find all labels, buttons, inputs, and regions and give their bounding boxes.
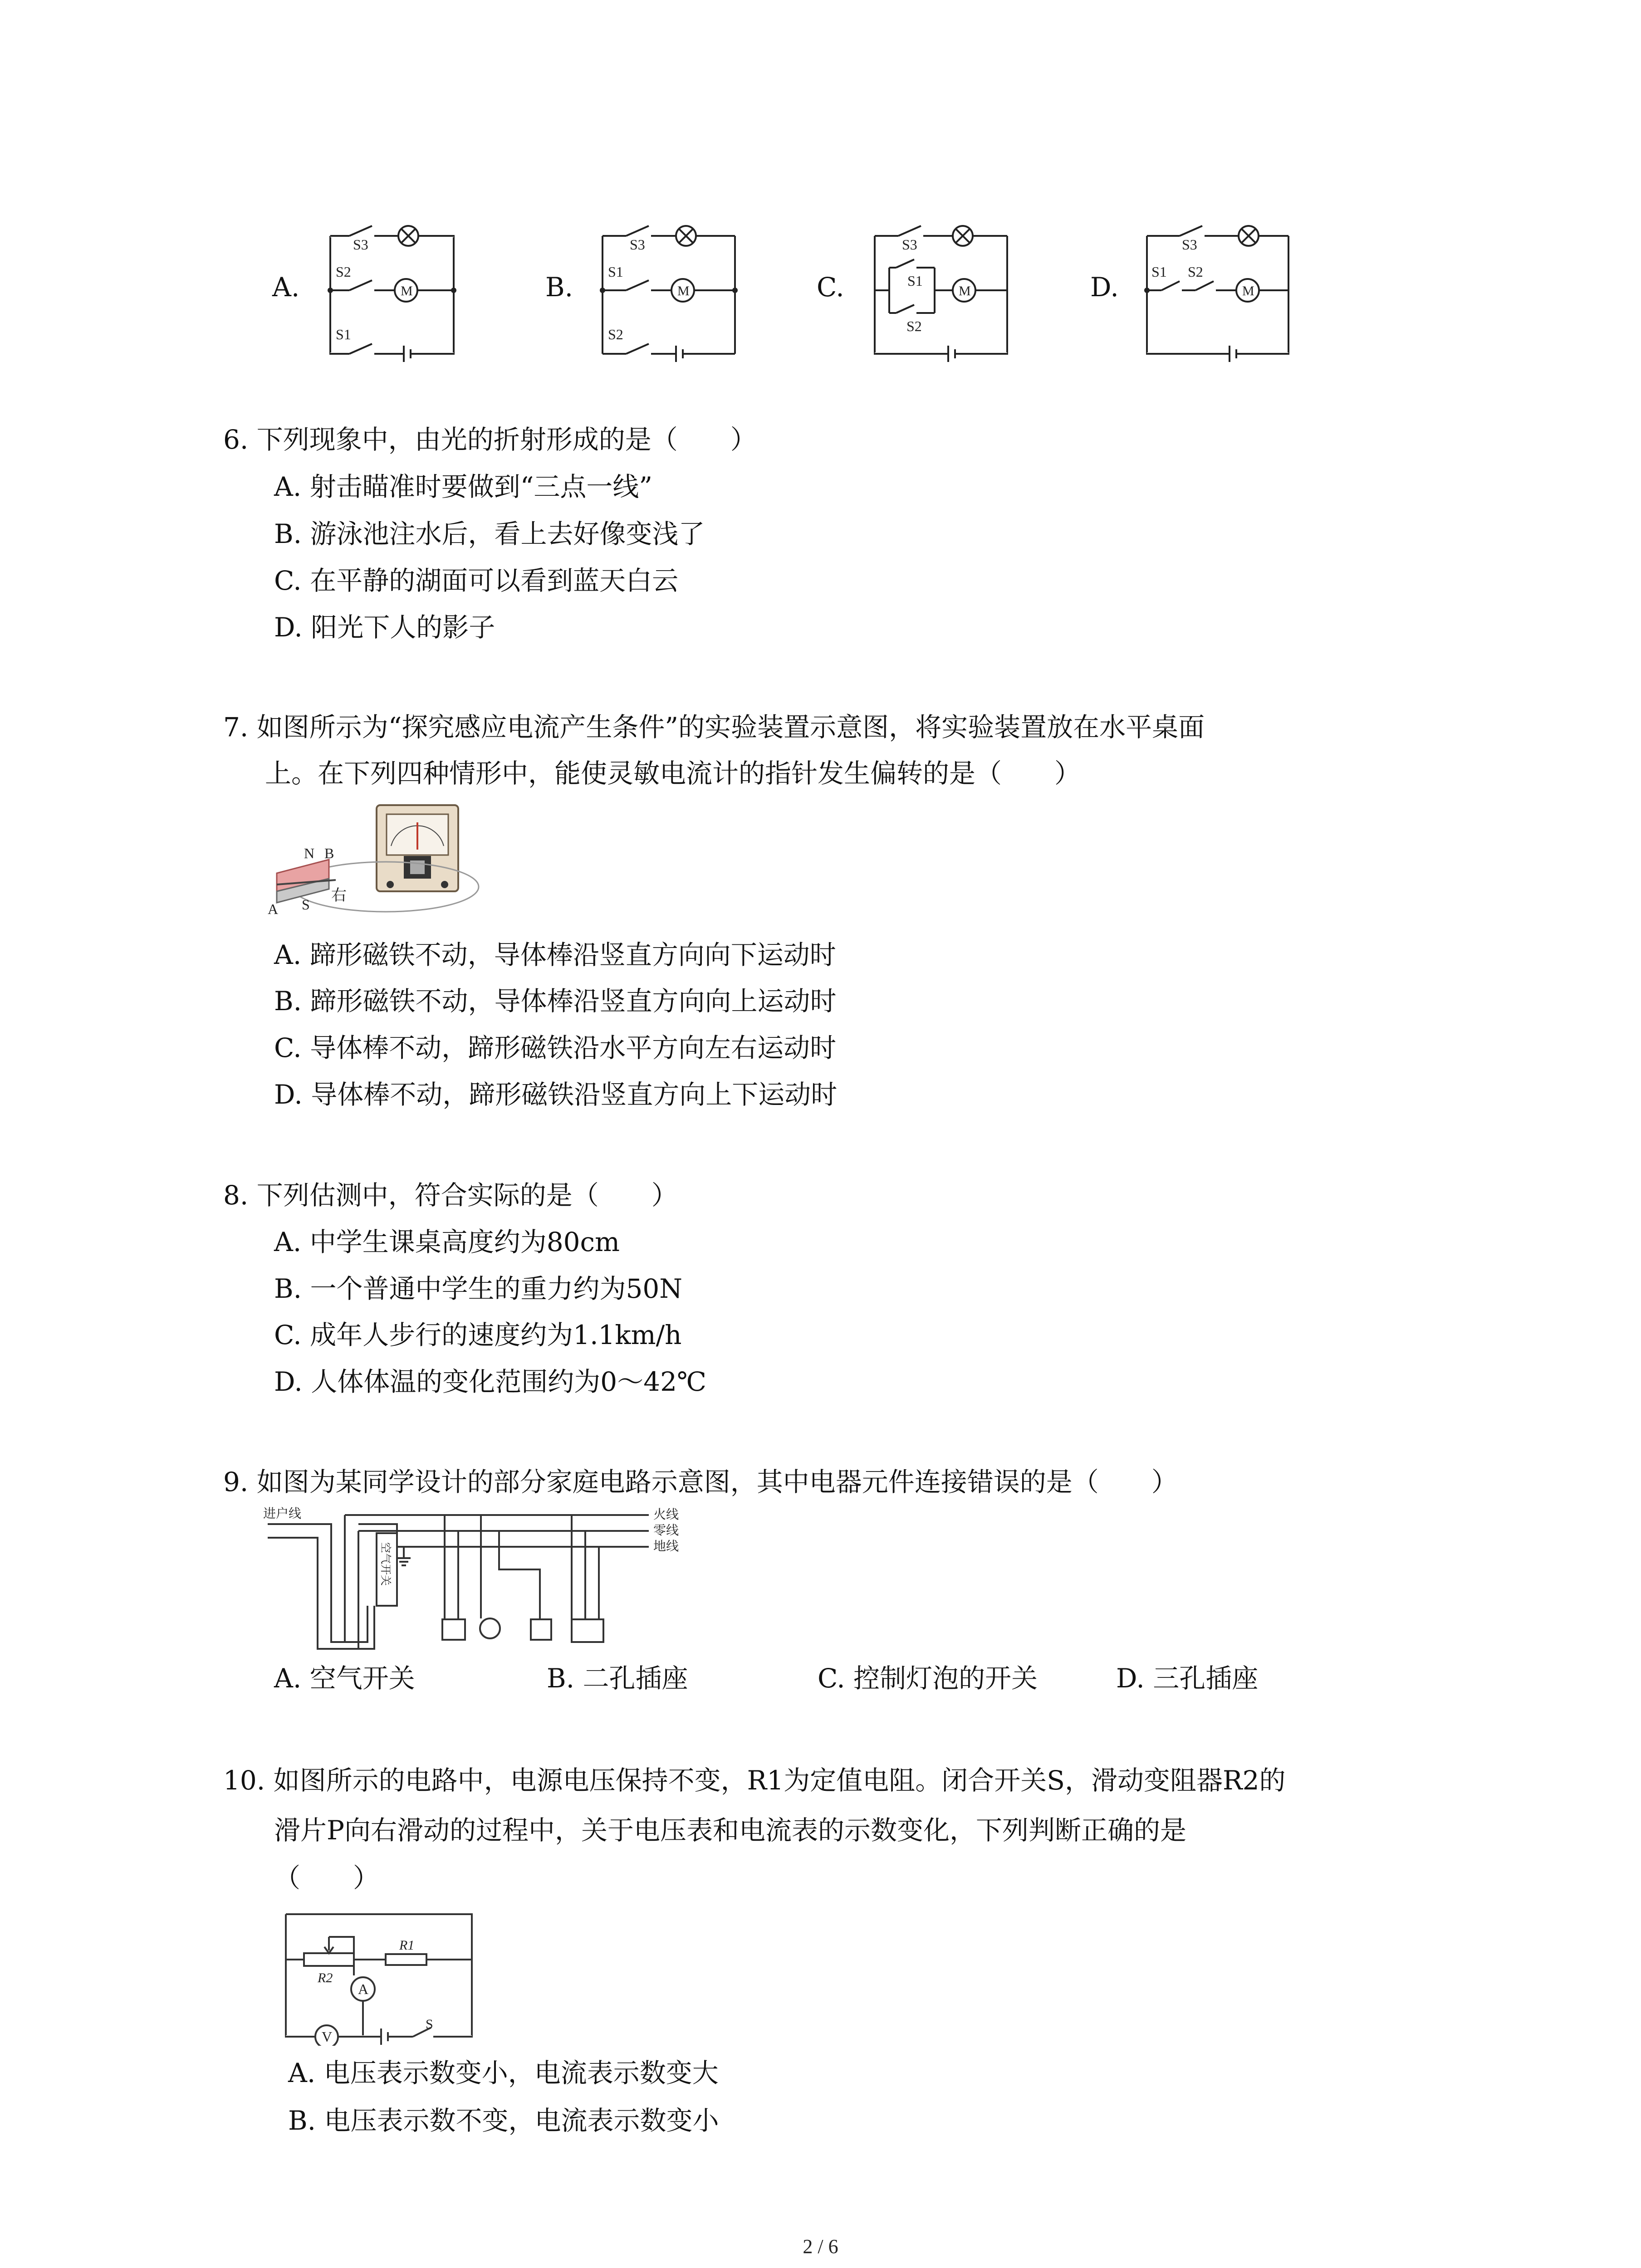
q9-label-live: 火线: [653, 1508, 679, 1522]
q10-label-switch: S: [426, 2017, 433, 2032]
q10-label-r1: R1: [399, 1938, 415, 1953]
q9-stem: 9. 如图为某同学设计的部分家庭电路示意图，其中电器元件连接错误的是（ ）: [223, 1466, 1178, 1497]
q7-option-d: D. 导体棒不动，蹄形磁铁沿竖直方向上下运动时: [274, 1079, 838, 1110]
q10-option-a: A. 电压表示数变小，电流表示数变大: [288, 2058, 719, 2088]
q5-b-motor: M: [677, 284, 690, 298]
q5-d-s2: S2: [1188, 264, 1203, 280]
q7-label-s: S: [302, 896, 310, 913]
q7-option-c: C. 导体棒不动，蹄形磁铁沿水平方向左右运动时: [274, 1032, 837, 1063]
q9-label-ground: 地线: [653, 1540, 679, 1554]
q7-label-b: B: [324, 845, 334, 861]
q5-circuit-b: [590, 218, 744, 363]
q5-d-s3: S3: [1182, 236, 1197, 253]
q8-stem: 8. 下列估测中，符合实际的是（ ）: [223, 1180, 678, 1211]
q6-option-a: A. 射击瞄准时要做到“三点一线”: [274, 471, 653, 502]
q7-label-right: 右: [331, 887, 347, 904]
q10-stem-line2: 滑片P向右滑动的过程中，关于电压表和电流表的示数变化，下列判断正确的是: [274, 1815, 1187, 1846]
q7-option-b: B. 蹄形磁铁不动，导体棒沿竖直方向向上运动时: [274, 986, 837, 1017]
q5-d-s1: S1: [1151, 264, 1167, 280]
q5-c-s2: S2: [906, 318, 922, 334]
q7-option-a: A. 蹄形磁铁不动，导体棒沿竖直方向向下运动时: [274, 939, 836, 970]
q10-circuit: [281, 1910, 481, 2046]
q7-stem-line1: 7. 如图所示为“探究感应电流产生条件”的实验装置示意图，将实验装置放在水平桌面: [223, 712, 1205, 743]
q9-label-entry: 进户线: [263, 1507, 302, 1521]
q5-b-s2: S2: [608, 326, 623, 342]
q9-option-c: C. 控制灯泡的开关: [818, 1663, 1038, 1694]
q10-label-ammeter: A: [358, 1981, 369, 1997]
page-number: 2 / 6: [803, 2235, 838, 2258]
q10-stem-line1: 10. 如图所示的电路中，电源电压保持不变，R1为定值电阻。闭合开关S，滑动变阻器R2的: [223, 1765, 1286, 1796]
q8-option-b: B. 一个普通中学生的重力约为50N: [274, 1273, 683, 1304]
q10-label-r2: R2: [318, 1970, 333, 1985]
q5-c-s3: S3: [902, 236, 917, 253]
q8-option-a: A. 中学生课桌高度约为80cm: [274, 1227, 620, 1257]
q10-option-b: B. 电压表示数不变，电流表示数变小: [288, 2105, 719, 2136]
q5-a-s1: S1: [336, 326, 351, 342]
q5-d-motor: M: [1242, 284, 1254, 298]
q9-household-circuit: [263, 1506, 726, 1651]
q10-stem-line3: （ ）: [274, 1862, 380, 1893]
q6-option-b: B. 游泳池注水后，看上去好像变浅了: [274, 518, 705, 549]
q7-label-n: N: [304, 845, 315, 861]
q7-stem-line2: 上。在下列四种情形中，能使灵敏电流计的指针发生偏转的是（ ）: [265, 758, 1081, 789]
q5-label-c: C.: [817, 272, 844, 303]
q9-option-a: A. 空气开关: [274, 1663, 415, 1694]
q5-label-b: B.: [545, 272, 573, 303]
q5-b-s3: S3: [630, 236, 645, 253]
q5-circuit-d: [1134, 218, 1298, 363]
q5-circuit-a: [318, 218, 463, 363]
q5-c-s1: S1: [907, 273, 923, 289]
q5-a-motor: M: [401, 284, 413, 298]
q5-c-motor: M: [959, 284, 971, 298]
q8-option-c: C. 成年人步行的速度约为1.1km/h: [274, 1320, 682, 1350]
q9-option-d: D. 三孔插座: [1116, 1663, 1259, 1694]
q7-induction-figure: [268, 801, 481, 919]
q9-label-breaker: 空气开关: [379, 1542, 391, 1586]
q6-option-c: C. 在平静的湖面可以看到蓝天白云: [274, 565, 679, 596]
q5-b-s1: S1: [608, 264, 623, 280]
q5-circuit-c: [862, 218, 1016, 363]
q5-a-s3: S3: [353, 236, 368, 253]
q5-label-d: D.: [1090, 272, 1119, 303]
q9-label-neutral: 零线: [653, 1524, 679, 1538]
q5-a-s2: S2: [336, 264, 351, 280]
q6-option-d: D. 阳光下人的影子: [274, 612, 495, 643]
q6-stem: 6. 下列现象中，由光的折射形成的是（ ）: [223, 424, 757, 455]
q5-label-a: A.: [272, 272, 300, 303]
q8-option-d: D. 人体体温的变化范围约为0～42℃: [274, 1366, 706, 1397]
q10-label-voltmeter: V: [322, 2028, 333, 2045]
q7-label-a: A: [268, 901, 279, 917]
q9-option-b: B. 二孔插座: [547, 1663, 688, 1694]
